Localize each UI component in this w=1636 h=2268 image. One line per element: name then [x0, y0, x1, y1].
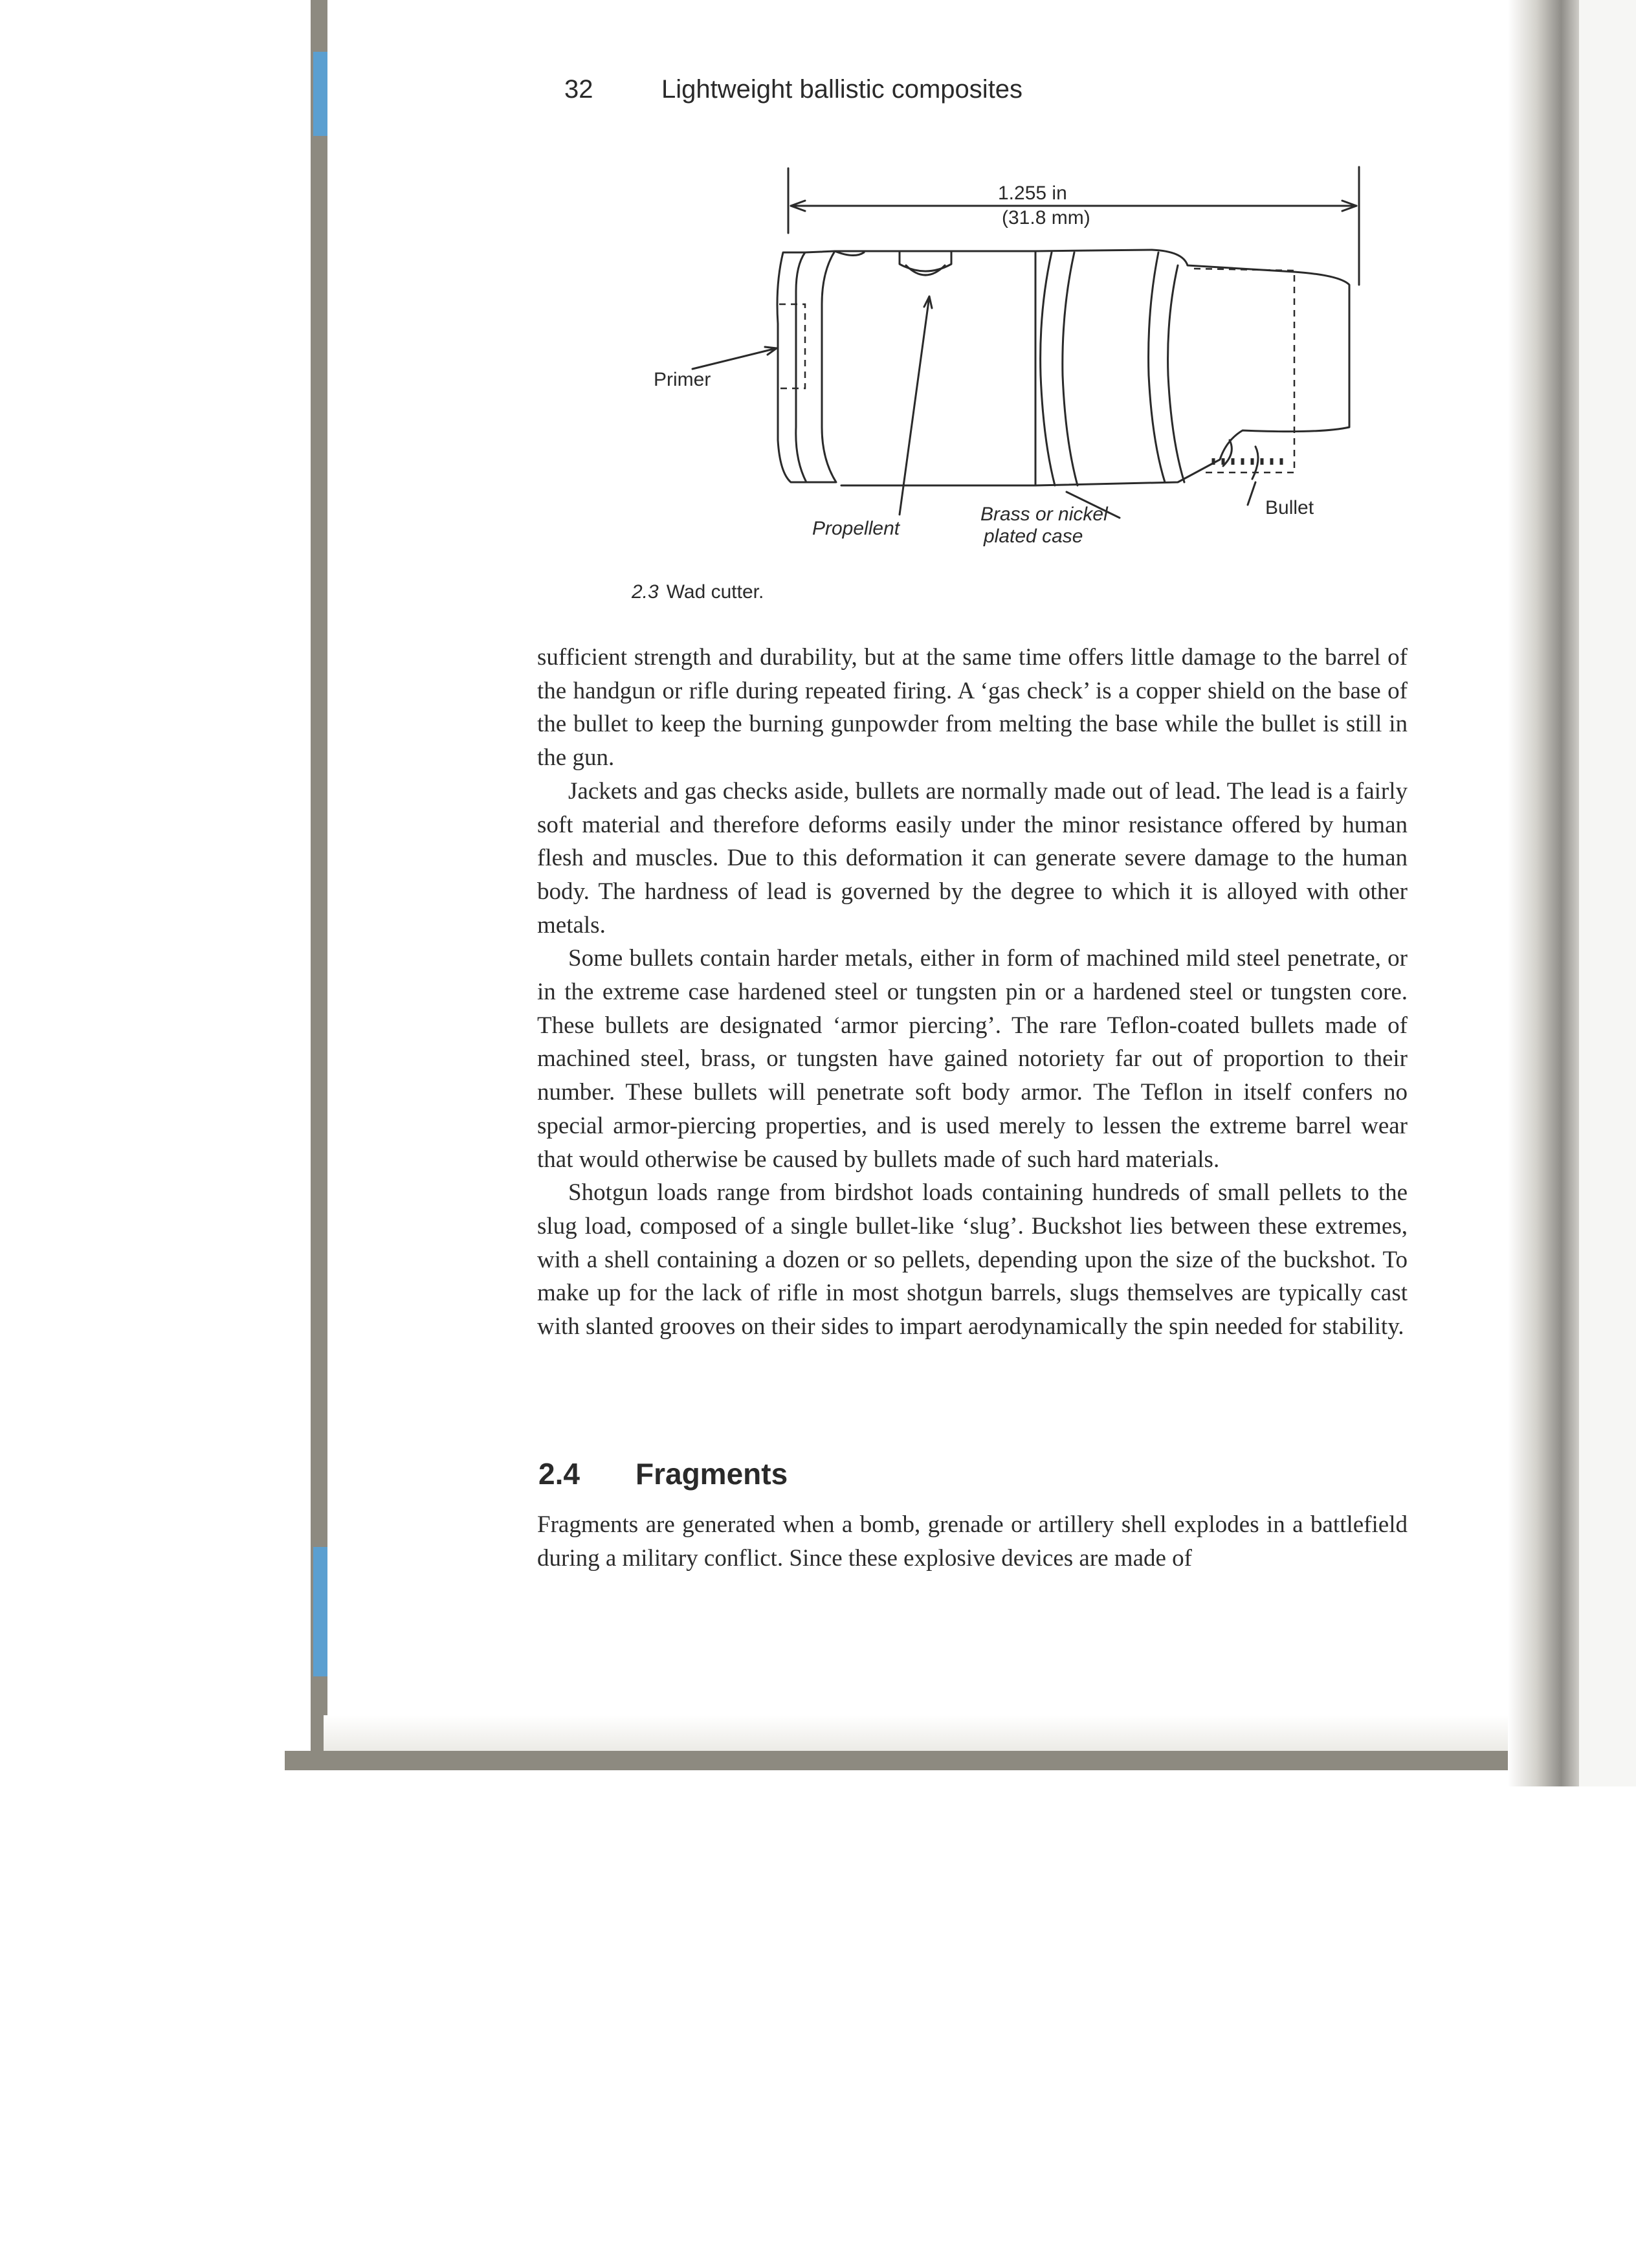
- paragraph-2: Jackets and gas checks aside, bullets are normally made out of lead. The lead is a fairly soft material and therefore deforms easily under the minor resistance offered by human flesh and muscles. Due to this deformation it can generate severe damage to the human body. The hardness of lead is governed by the degree to which it is alloyed with other metals.: [537, 777, 1408, 939]
- label-propellent: Propellent: [812, 518, 900, 539]
- section-title: Fragments: [636, 1457, 788, 1491]
- book-bottom-edge: [285, 1751, 1566, 1770]
- section-heading: [538, 1456, 788, 1491]
- page-bottom-shade: [324, 1715, 1553, 1751]
- section-paragraph: Fragments are generated when a bomb, grenade or artillery shell explodes in a battlefield during a military conflict. Since these explosive devices are made of: [537, 1511, 1408, 1572]
- book-spine-edge: [311, 0, 327, 1761]
- label-case-line2: plated case: [984, 526, 1083, 547]
- running-title: Lightweight ballistic composites: [661, 75, 1023, 104]
- paragraph-3: Some bullets contain harder metals, either in form of machined mild steel penetrate, or in the extreme case hardened steel or tungsten pin or a hardened steel or tungsten core. These bullets are designated ‘armor piercing’. The rare Teflon-coated bullets made of machined steel, brass, or tungsten have gained notoriety far out of proportion to their number. These bullets will penetrate soft body armor. The Teflon in itself confers no special armor-piercing properties, and is used merely to lessen the extreme barrel wear that would otherwise be caused by bullets made of such hard materials.: [537, 945, 1408, 1173]
- section-text: [537, 1508, 1408, 1575]
- caption-number: 2.3: [632, 581, 659, 603]
- spine-color-strip-bottom: [313, 1547, 327, 1676]
- body-text: [537, 641, 1408, 1344]
- figure-caption: [632, 581, 764, 603]
- gutter-shadow: [1508, 0, 1579, 1786]
- caption-text: Wad cutter.: [666, 581, 764, 603]
- paragraph-4: Shotgun loads range from birdshot loads containing hundreds of small pellets to the slug load, composed of a single bullet-like ‘slug’. Buckshot lies between these extremes, with a shell containing a dozen or so pellets, depending upon the size of the buckshot. To make up for the lack of rifle in most shotgun barrels, slugs themselves are typically cast with slanted grooves on their sides to impart aerodynamically the spin needed for stability.: [537, 1179, 1408, 1340]
- dimension-mm: (31.8 mm): [1002, 207, 1090, 228]
- label-primer: Primer: [654, 369, 711, 390]
- paragraph-1: sufficient strength and durability, but at the same time offers little damage to the barrel of the handgun or rifle during repeated firing. A ‘gas check’ is a copper shield on the base of the bullet to keep the burning gunpowder from melting the base while the bullet is still in the gun.: [537, 644, 1408, 772]
- section-number: 2.4: [538, 1457, 580, 1491]
- spine-color-strip-top: [313, 52, 327, 136]
- running-head: [564, 75, 1022, 104]
- facing-page-strip: [1579, 0, 1636, 1786]
- label-case-line1: Brass or nickel: [980, 504, 1108, 525]
- figure-wad-cutter: [621, 155, 1385, 570]
- page-number: 32: [564, 75, 593, 104]
- dimension-inches: 1.255 in: [998, 183, 1067, 204]
- label-bullet: Bullet: [1265, 497, 1314, 518]
